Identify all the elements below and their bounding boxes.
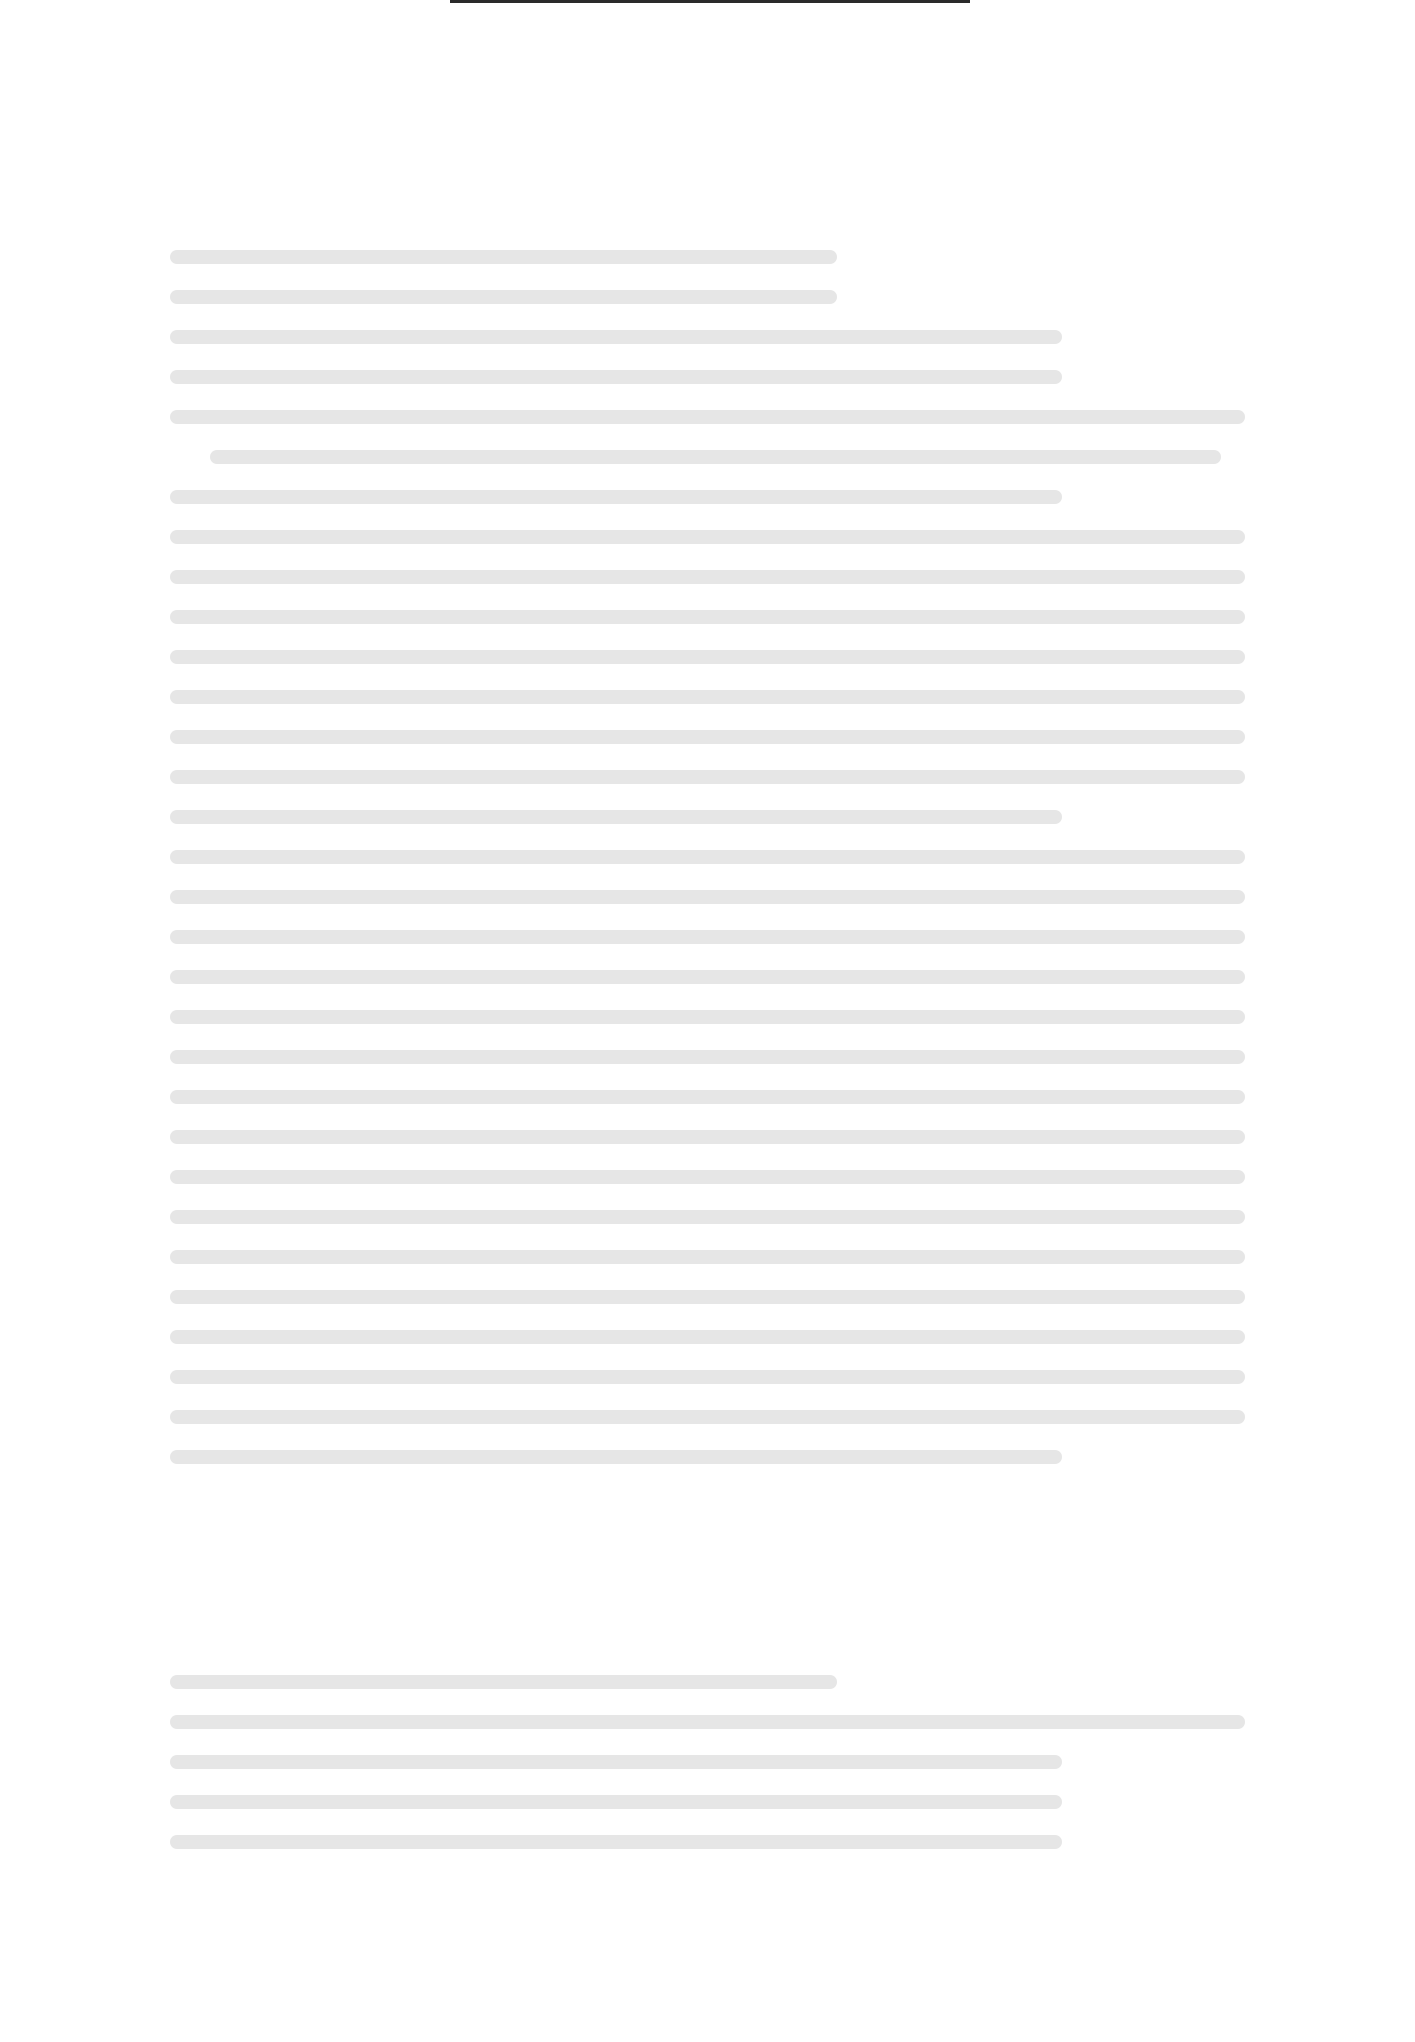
text-line bbox=[210, 450, 1221, 464]
section-2-body bbox=[170, 1675, 1245, 1875]
text-line bbox=[170, 290, 837, 304]
text-line bbox=[170, 850, 1245, 864]
text-line bbox=[170, 810, 1062, 824]
text-line bbox=[170, 330, 1062, 344]
text-line bbox=[170, 1330, 1245, 1344]
text-line bbox=[170, 1675, 837, 1689]
text-line bbox=[170, 930, 1245, 944]
text-line bbox=[170, 1795, 1062, 1809]
top-rule bbox=[450, 0, 970, 3]
text-line bbox=[170, 1450, 1062, 1464]
text-line bbox=[170, 530, 1245, 544]
text-line bbox=[170, 1835, 1062, 1849]
text-line bbox=[170, 1410, 1245, 1424]
text-line bbox=[170, 1090, 1245, 1104]
text-line bbox=[170, 610, 1245, 624]
text-line bbox=[170, 1250, 1245, 1264]
text-line bbox=[170, 1010, 1245, 1024]
section-1-body bbox=[170, 250, 1245, 1490]
text-line bbox=[170, 1290, 1245, 1304]
text-line bbox=[170, 1715, 1245, 1729]
text-line bbox=[170, 1170, 1245, 1184]
text-line bbox=[170, 250, 837, 264]
text-line bbox=[170, 1130, 1245, 1144]
text-line bbox=[170, 570, 1245, 584]
text-line bbox=[170, 1370, 1245, 1384]
text-line bbox=[170, 890, 1245, 904]
text-line bbox=[170, 690, 1245, 704]
text-line bbox=[170, 1210, 1245, 1224]
text-line bbox=[170, 410, 1245, 424]
text-line bbox=[170, 1755, 1062, 1769]
text-line bbox=[170, 490, 1062, 504]
text-line bbox=[170, 770, 1245, 784]
text-line bbox=[170, 730, 1245, 744]
text-line bbox=[170, 1050, 1245, 1064]
text-line bbox=[170, 970, 1245, 984]
text-line bbox=[170, 650, 1245, 664]
text-line bbox=[170, 370, 1062, 384]
